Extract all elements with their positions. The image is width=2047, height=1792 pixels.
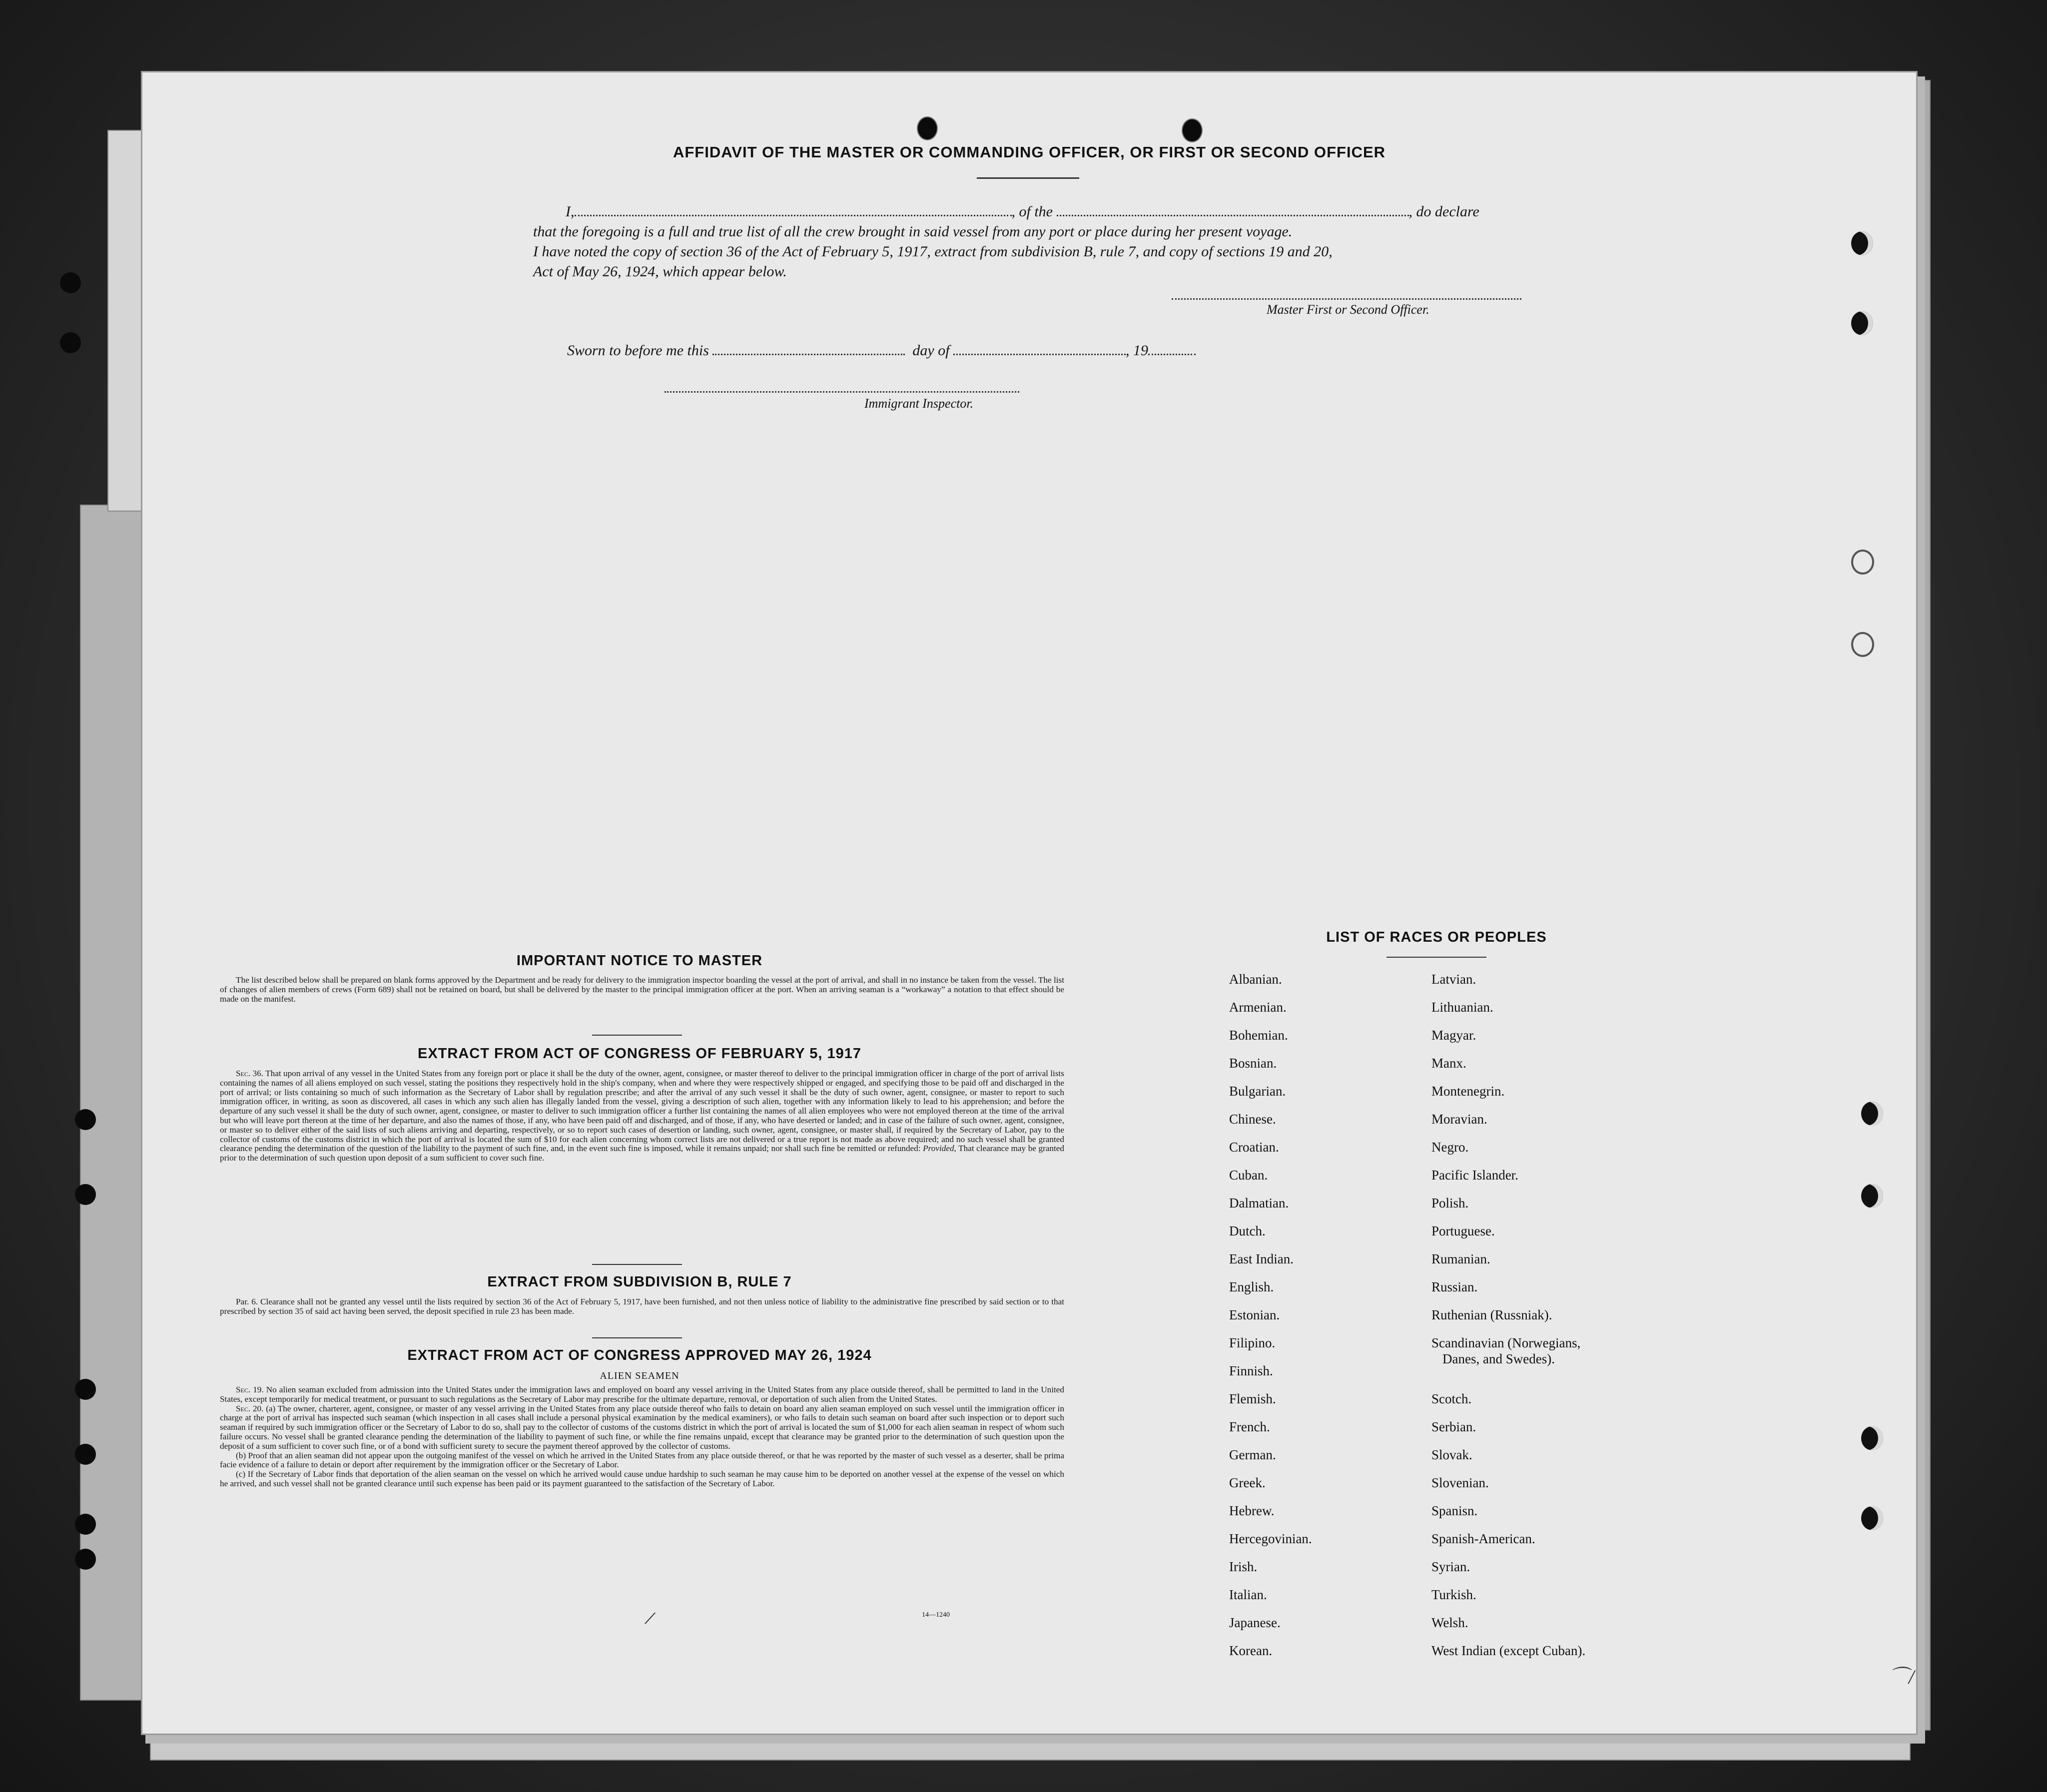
sworn-year-blank	[1148, 343, 1196, 355]
race-item: Polish.	[1431, 1195, 1469, 1210]
punch-hole-icon	[1861, 1184, 1883, 1208]
race-item: Albanian.	[1229, 972, 1282, 987]
race-item: Latvian.	[1431, 972, 1476, 987]
race-item: Russian.	[1431, 1279, 1478, 1294]
race-item: Welsh.	[1431, 1615, 1468, 1630]
section-36-label: Sec. 36.	[236, 1069, 264, 1078]
affidavit-title-rule	[977, 177, 1079, 179]
extract-1917-title: EXTRACT FROM ACT OF CONGRESS OF FEBRUARY 5, 1917	[417, 1046, 862, 1062]
sworn-prefix: Sworn to before me this	[567, 342, 709, 359]
extract-1917-body	[220, 1069, 1064, 1163]
extract-rule7-title: EXTRACT FROM SUBDIVISION B, RULE 7	[487, 1274, 792, 1290]
race-item: Lithuanian.	[1431, 1000, 1493, 1015]
binder-hole-icon	[75, 1514, 96, 1535]
affidavit-line-2: that the foregoing is a full and true list of all the crew brought in said vessel from any port or place during her present voyage.	[533, 223, 1293, 240]
affidavit-line-1	[566, 203, 1479, 220]
section-19-text: No alien seaman excluded from admission into the United States under the immigration laws and employed on board any vessel arriving in the United States from any place outside thereof, shall be permitted to land in the United States, except temporarily for medical treatment, or pursuant to such regulations as the Secretary of Labor may prescribe for the ultimate departure, removal, or deportation of such alien from the United States.	[220, 1385, 1064, 1404]
race-item: Manx.	[1431, 1056, 1466, 1071]
section-36-paragraph	[220, 1069, 1064, 1163]
binder-hole-icon	[60, 332, 81, 353]
punch-hole-icon	[1182, 118, 1203, 142]
races-title-rule	[1386, 957, 1486, 958]
race-item: Finnish.	[1229, 1363, 1273, 1378]
binder-hole-icon	[75, 1109, 96, 1130]
race-item: Croatian.	[1229, 1140, 1279, 1155]
declarant-name-blank	[575, 204, 1012, 216]
section-36-text-end: That clearance may be granted prior to the determination of such question upon deposit of a sum sufficient to cover such fine.	[220, 1144, 1065, 1163]
inspector-signature-line	[665, 391, 1019, 393]
race-item: Italian.	[1229, 1587, 1267, 1602]
binder-hole-icon	[75, 1549, 96, 1570]
binder-hole-icon	[75, 1379, 96, 1400]
section-divider	[592, 1264, 682, 1265]
race-item: West Indian (except Cuban).	[1431, 1643, 1586, 1658]
race-item: Bohemian.	[1229, 1028, 1288, 1043]
sworn-year: , 19	[1126, 342, 1149, 359]
sworn-day-of: day of	[912, 342, 950, 359]
race-item: Portuguese.	[1431, 1223, 1495, 1238]
master-signature-line	[1172, 298, 1521, 300]
section-19-paragraph	[220, 1385, 1064, 1404]
alien-seamen-subtitle: ALIEN SEAMEN	[600, 1370, 680, 1381]
race-item: Irish.	[1229, 1559, 1258, 1574]
race-item: Armenian.	[1229, 1000, 1287, 1015]
punch-hole-icon	[917, 116, 938, 140]
race-item: Scandinavian (Norwegians,	[1431, 1335, 1581, 1350]
form-code: 14—1240	[922, 1611, 950, 1619]
race-item: Serbian.	[1431, 1419, 1476, 1434]
races-title: LIST OF RACES OR PEOPLES	[1326, 929, 1547, 945]
race-item: Moravian.	[1431, 1112, 1487, 1127]
race-item: Dalmatian.	[1229, 1195, 1289, 1210]
vessel-name-blank	[1057, 204, 1409, 216]
extract-1924-title: EXTRACT FROM ACT OF CONGRESS APPROVED MAY 26, 1924	[407, 1347, 872, 1363]
race-item: Bulgarian.	[1229, 1084, 1286, 1099]
race-item: Hebrew.	[1229, 1503, 1275, 1518]
race-item: Danes, and Swedes).	[1442, 1351, 1555, 1366]
section-20a-text: (a) The owner, charterer, agent, consignee, or master of any vessel arriving in the United States from any place outside thereof who fails to detain on board any alien seaman employed on such vessel until the immigration officer in charge at the port of arrival has inspected such seaman (which inspection in all cases shall include a personal physical examination by the medical examiners), or who fails to detain such seaman on board after such inspection or to deport such seaman if required by such immigration officer or the Secretary of Labor to do so, shall pay to the collector of customs of the customs district in which the port of arrival is located the sum of $1,000 for each alien seaman in respect of whom such failure occurs. No vessel shall be granted clearance pending the determination of the liability to payment of such fine, or while the fine remains unpaid, except that clearance may be granted prior to the determination of such question upon the deposit of a sum sufficient to cover such fine, or of a bond with sufficient surety to secure the payment thereof approved by the collector of customs.	[220, 1403, 1064, 1451]
pen-mark: /	[644, 1606, 656, 1630]
affidavit-title: AFFIDAVIT OF THE MASTER OR COMMANDING OFFICER, OR FIRST OR SECOND OFFICER	[673, 143, 1386, 161]
section-20b-paragraph: (b) Proof that an alien seaman did not appear upon the outgoing manifest of the vessel on which he arrived in the United States from any place outside thereof, or that he was reported by the master of such vessel as a deserter, shall be prima facie evidence of a failure to detain or deport after requirement by the immigration officer or the Secretary of Labor.	[220, 1450, 1064, 1470]
race-item: Slovenian.	[1431, 1475, 1489, 1490]
section-19-label: Sec. 19.	[236, 1385, 264, 1394]
do-declare-label: , do declare	[1408, 203, 1479, 220]
race-item: Rumanian.	[1431, 1251, 1490, 1266]
punch-hole-icon	[1851, 311, 1873, 335]
master-signature-label: Master First or Second Officer.	[1267, 302, 1429, 317]
notice-paragraph: The list described below shall be prepared on blank forms approved by the Department and be ready for delivery to the immigration inspector boarding the vessel at the port of arrival, and shall in no instance be taken from the vessel. The list of changes of alien members of crews (Form 689) shall not be retained on board, but shall be delivered by the master to the principal immigration officer at the port. When an arriving seaman is a “workaway” a notation to that effect should be made on the manifest.	[220, 975, 1064, 1004]
rule7-paragraph: Par. 6. Clearance shall not be granted any vessel until the lists required by section 36 of the Act of February 5, 1917, have been furnished, and not then unless notice of liability to the administrative fine prescribed by said section or to that prescribed by section 35 of said act having been served, the deposit specified in rule 23 has been made.	[220, 1297, 1064, 1316]
race-item: Greek.	[1229, 1475, 1266, 1490]
binder-hole-icon	[60, 272, 81, 293]
sworn-day-blank	[712, 343, 905, 355]
extract-rule7-body	[220, 1297, 1064, 1316]
section-20a-paragraph	[220, 1404, 1064, 1451]
binder-hole-icon	[75, 1184, 96, 1205]
of-the-label: , of the	[1011, 203, 1053, 220]
race-item: Magyar.	[1431, 1028, 1476, 1043]
race-item: English.	[1229, 1279, 1274, 1294]
section-divider	[592, 1337, 682, 1338]
section-36-text: That upon arrival of any vessel in the United States from any foreign port or place it shall be the duty of the owner, agent, consignee, or master thereof to deliver to the principal immigration officer in charge of the port of arrival lists containing the names of all aliens employed on such vessel, stating the positions they respectively hold in the ship's company, when and where they were respectively shipped or engaged, and specifying those to be paid off and discharged in the port of arrival; or lists containing so much of such information as the Secretary of Labor shall by regulation prescribe; and after the arrival of any such vessel it shall be the duty of such owner, agent, consignee, or master to report to such immigration officer, in writing, as soon as discovered, all cases in which any such alien has illegally landed from the vessel, giving a description of such alien, together with any information likely to lead to his apprehension; and before the departure of any such vessel it shall be the duty of such owner, agent, consignee, or master to deliver to such immigration officer a further list containing the names of all alien employees who were not employed thereon at the time of the arrival but who will leave port thereon at the time of her departure, and also the names of those, if any, who have been paid off and discharged, and of those, if any, who have deserted or landed; and in case of the failure of such owner, agent, consignee, or master so to deliver either of the said lists of such aliens arriving and departing, respectively, or so to report such cases of desertion or landing, such owner, agent, consignee, or master shall, if required by the Secretary of Labor, pay to the collector of customs of the customs district in which the port of arrival is located the sum of $10 for each alien concerning whom correct lists are not delivered or a true report is not made as above required; and no such vessel shall be granted clearance pending the determination of the question of the liability to the payment of such fine, and, in the event such fine is imposed, while it remains unpaid; nor shall such fine be remitted or refunded:	[220, 1069, 1064, 1154]
race-item: Korean.	[1229, 1643, 1273, 1658]
race-item: East Indian.	[1229, 1251, 1294, 1266]
affidavit-page	[142, 72, 1916, 1734]
binder-hole-icon	[75, 1444, 96, 1465]
race-item: Syrian.	[1431, 1559, 1470, 1574]
pen-mark: ⌒/	[1889, 1666, 1915, 1688]
affidavit-line-3: I have noted the copy of section 36 of the Act of February 5, 1917, extract from subdivision B, rule 7, and copy of sections 19 and 20,	[533, 243, 1333, 260]
race-item: Scotch.	[1431, 1391, 1472, 1406]
race-item: Slovak.	[1431, 1447, 1472, 1462]
race-item: Japanese.	[1229, 1615, 1281, 1630]
race-item: Spanish-American.	[1431, 1531, 1535, 1546]
punch-hole-icon	[1851, 550, 1874, 575]
race-item: Pacific Islander.	[1431, 1168, 1518, 1183]
affidavit-line-4: Act of May 26, 1924, which appear below.	[533, 263, 787, 280]
race-item: Chinese.	[1229, 1112, 1276, 1127]
notice-body	[220, 976, 1064, 1004]
punch-hole-icon	[1851, 632, 1874, 657]
section-divider	[592, 1035, 682, 1036]
race-item: Hercegovinian.	[1229, 1531, 1312, 1546]
race-item: Filipino.	[1229, 1335, 1276, 1350]
race-item: Estonian.	[1229, 1307, 1280, 1322]
section-20c-paragraph: (c) If the Secretary of Labor finds that deportation of the alien seaman on the vessel on which he arrived would cause undue hardship to such seaman he may cause him to be deported on another vessel at the expense of the vessel on which he arrived, and such vessel shall not be granted clearance until such expense has been paid or its payment guaranteed to the satisfaction of the Secretary of Labor.	[220, 1469, 1064, 1488]
sworn-line	[567, 342, 1196, 359]
race-item: Cuban.	[1229, 1168, 1268, 1183]
race-item: Turkish.	[1431, 1587, 1476, 1602]
race-item: Flemish.	[1229, 1391, 1276, 1406]
race-item: Bosnian.	[1229, 1056, 1277, 1071]
declarant-prefix: I,	[566, 203, 575, 220]
race-item: Ruthenian (Russniak).	[1431, 1307, 1552, 1322]
punch-hole-icon	[1861, 1102, 1883, 1126]
extract-1924-body	[220, 1385, 1064, 1489]
punch-hole-icon	[1851, 231, 1873, 255]
race-item: Negro.	[1431, 1140, 1469, 1155]
race-item: Dutch.	[1229, 1223, 1266, 1238]
race-item: Spanisn.	[1431, 1503, 1478, 1518]
inspector-label: Immigrant Inspector.	[864, 396, 974, 411]
race-item: German.	[1229, 1447, 1276, 1462]
sworn-month-blank	[953, 343, 1126, 355]
race-item: Montenegrin.	[1431, 1084, 1505, 1099]
provided-word: Provided,	[923, 1144, 956, 1154]
section-20-label: Sec. 20.	[236, 1403, 264, 1413]
notice-title: IMPORTANT NOTICE TO MASTER	[516, 953, 763, 969]
punch-hole-icon	[1861, 1506, 1883, 1530]
race-item: French.	[1229, 1419, 1270, 1434]
punch-hole-icon	[1861, 1426, 1883, 1450]
